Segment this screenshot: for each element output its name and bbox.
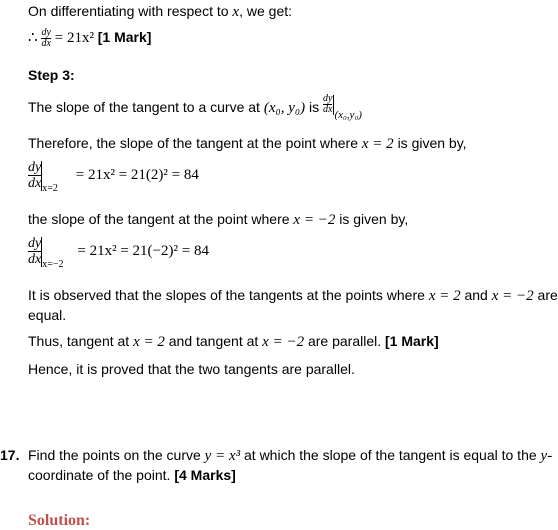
thus-b: and tangent at <box>168 333 259 349</box>
is-given-by: is given by, <box>397 135 467 151</box>
obs-x-2: x = 2 <box>428 288 461 304</box>
question-17-number: 17. <box>0 447 20 463</box>
thus-a: Thus, tangent at <box>28 333 130 349</box>
slope-def-text: The slope of the tangent to a curve at <box>28 99 260 116</box>
dy-dx-fraction: $\frac{dy}{dx}$ <box>41 27 51 49</box>
thus-line <box>28 332 439 351</box>
intro-var: x <box>232 4 240 20</box>
is-given-by-2: is given by, <box>339 211 409 227</box>
eval-2-eq: = 21x² = 21(−2)² = 84 <box>77 243 209 260</box>
slope-definition-line <box>28 93 362 122</box>
dy-dx-frac-1: $\frac{dy}{dx}$ <box>28 160 42 191</box>
intro-tail: , we get: <box>239 3 293 19</box>
second-slope-line <box>28 210 408 229</box>
mark-1b: [1 Mark] <box>385 333 439 349</box>
mark-4: [4 Marks] <box>174 467 236 483</box>
slope-subscript: (x₀,y₀) <box>334 109 362 122</box>
x-eq-2: x = 2 <box>361 136 394 152</box>
dy-dx-frac-2: $\frac{dy}{dx}$ <box>28 236 42 267</box>
evaluation-2 <box>28 236 209 271</box>
sub-x-minus-2: x=−2 <box>42 259 64 271</box>
eval-1-eq: = 21x² = 21(2)² = 84 <box>75 167 199 184</box>
q17-curve: y = x³ <box>204 448 241 464</box>
thus-c: are parallel. <box>307 333 382 349</box>
thus-x-2: x = 2 <box>133 334 165 350</box>
question-17-line-2 <box>28 466 236 484</box>
observed-text: It is observed that the slopes of the tangents at the points where <box>28 287 425 303</box>
therefore-symbol: ∴ <box>28 30 38 47</box>
derivative-eq: = 21x² <box>54 30 98 47</box>
solution-heading: Solution: <box>28 512 91 529</box>
thus-x-minus-2: x = −2 <box>262 334 305 350</box>
sub-x-2: x=2 <box>42 183 58 195</box>
intro-text: On differentiating with respect to <box>28 3 229 19</box>
obs-and: and <box>464 287 488 303</box>
slope-is: is <box>308 99 320 116</box>
q17-d: coordinate of the point. <box>28 467 171 483</box>
second-text: the slope of the tangent at the point where <box>28 211 290 227</box>
intro-line <box>28 2 292 21</box>
observed-line <box>28 286 558 305</box>
dy-dx-evaluated: $\frac{dy}{dx}$ <box>322 93 333 115</box>
q17-a: Find the points on the curve <box>28 447 201 463</box>
evaluation-1 <box>28 160 199 195</box>
q17-c: y- <box>540 448 553 464</box>
slope-point: (x₀, y₀) <box>263 100 306 117</box>
mark-1: [1 Mark] <box>97 29 152 46</box>
therefore-text: Therefore, the slope of the tangent at the point where <box>28 135 358 151</box>
step-3-heading: Step 3: <box>28 67 75 83</box>
obs-x-minus-2: x = −2 <box>491 288 534 304</box>
therefore-line <box>28 134 467 153</box>
x-eq-minus-2: x = −2 <box>293 212 336 228</box>
derivative-line <box>28 28 151 49</box>
question-17-line-1 <box>28 446 552 465</box>
equal-text: equal. <box>28 307 67 323</box>
hence-text: Hence, it is proved that the two tangents are parallel. <box>28 361 355 377</box>
obs-are: are <box>537 287 558 303</box>
q17-b: at which the slope of the tangent is equal to the <box>244 447 537 463</box>
